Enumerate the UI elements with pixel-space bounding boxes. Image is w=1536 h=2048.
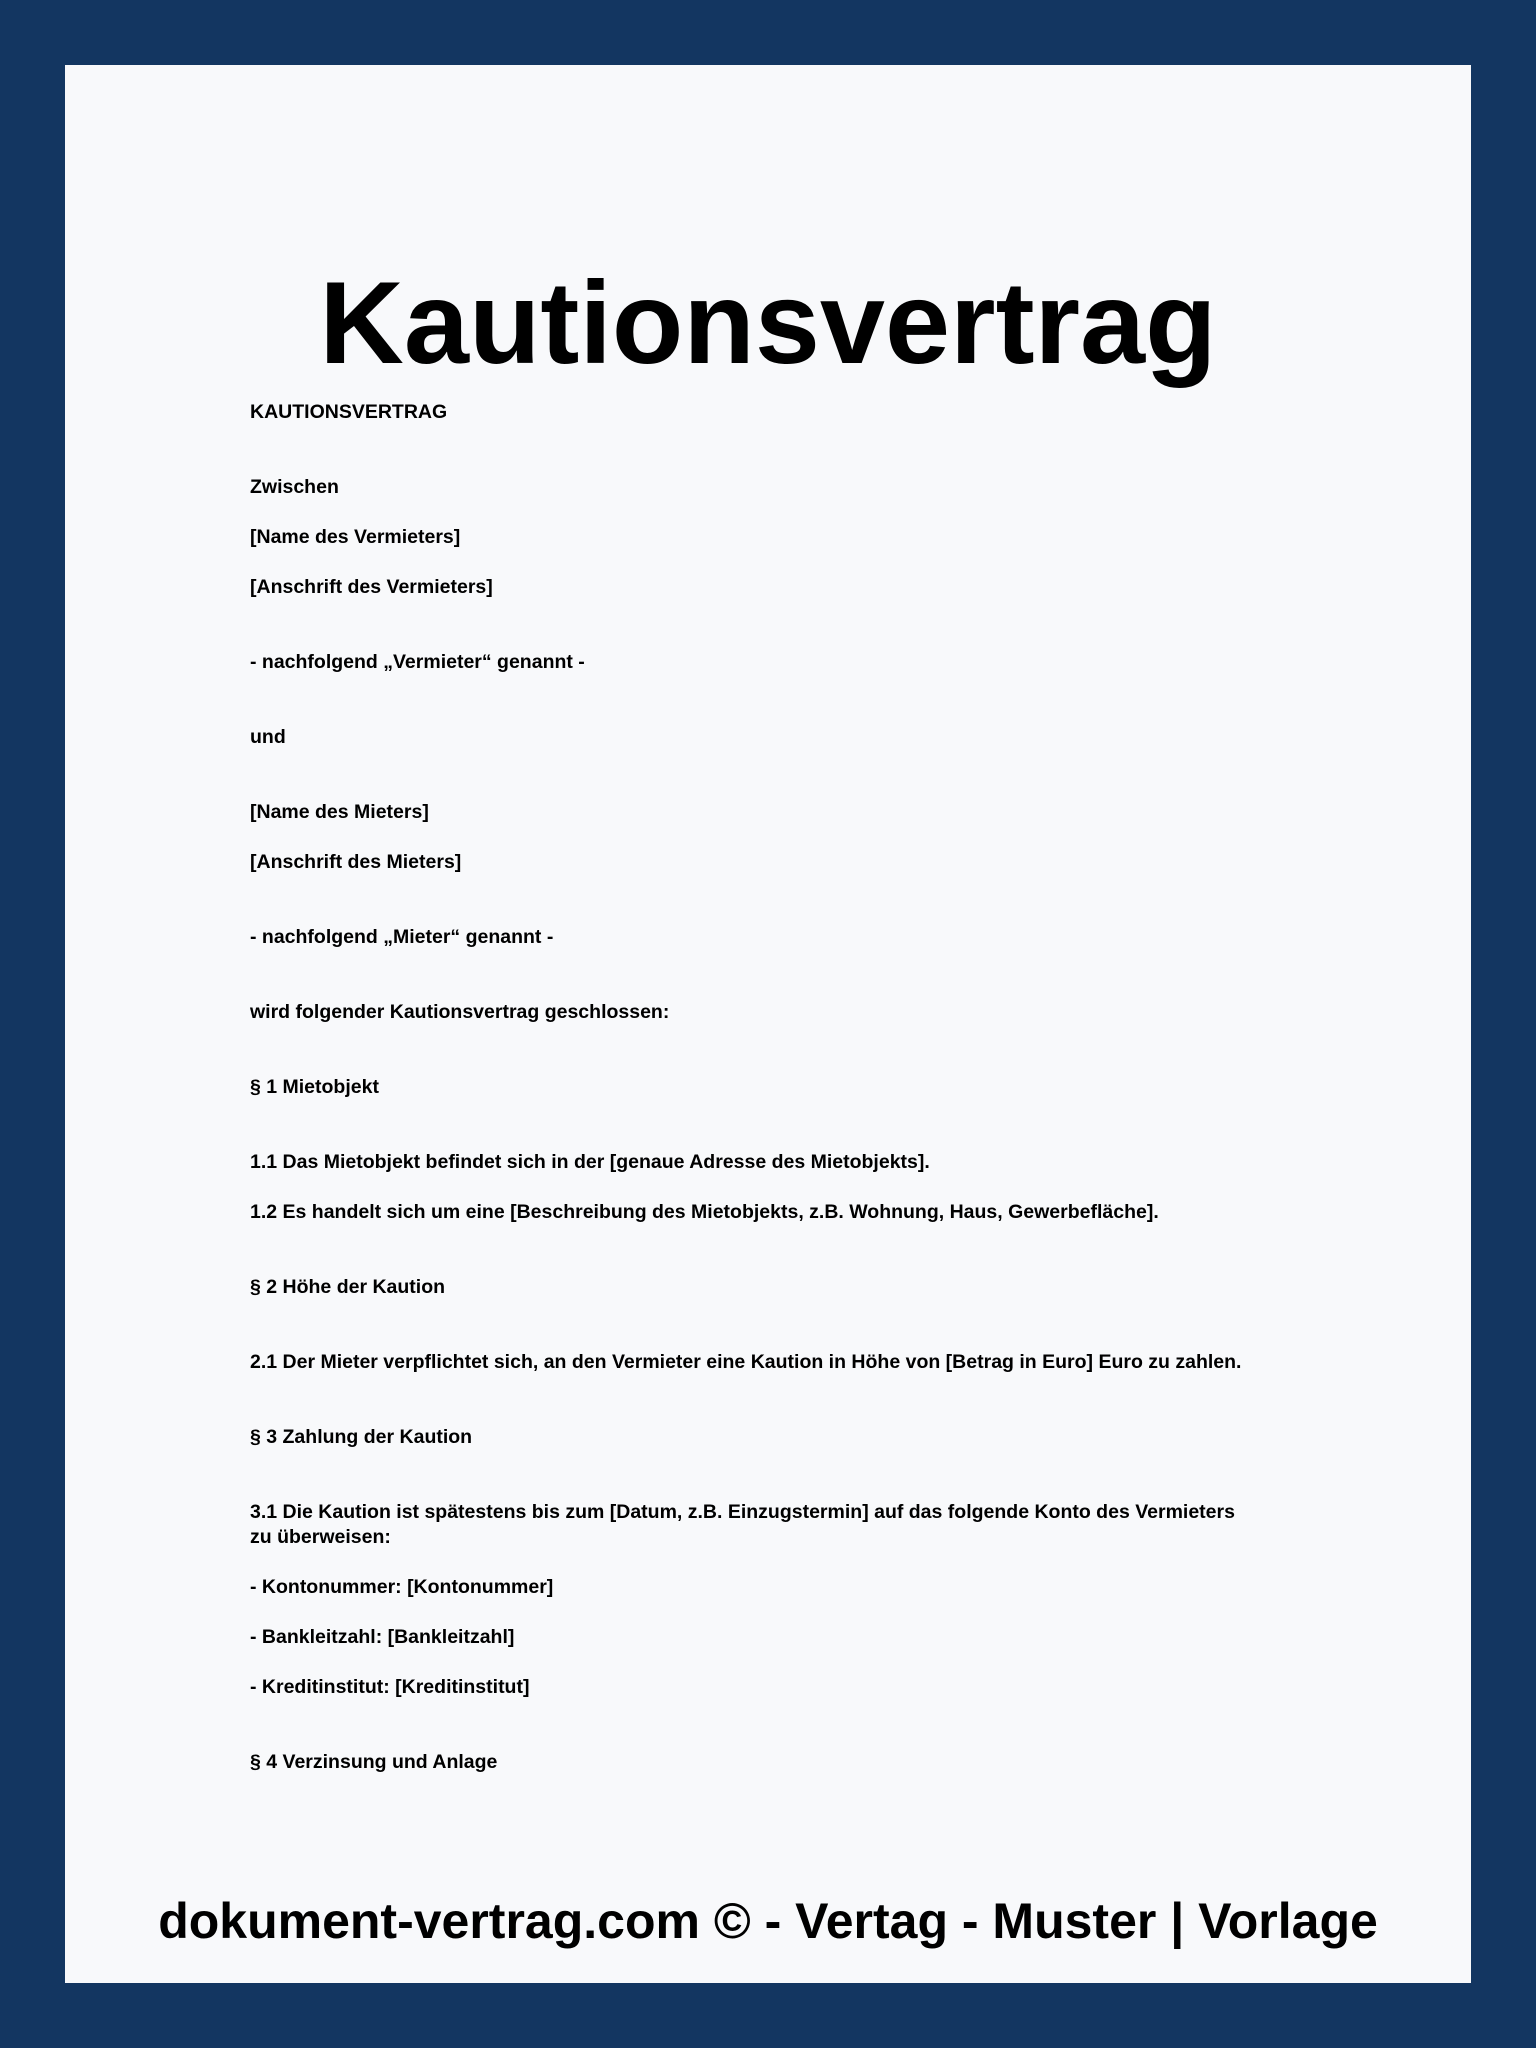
text-line-and: und [250, 726, 286, 748]
section-heading-4: § 4 Verzinsung und Anlage [250, 1751, 498, 1773]
text-line-landlord-address: [Anschrift des Vermieters] [250, 576, 493, 598]
text-line-tenant-address: [Anschrift des Mieters] [250, 851, 462, 873]
text-line-landlord-name: [Name des Vermieters] [250, 526, 461, 548]
footer-watermark: dokument-vertrag.com © - Vertag - Muster | Vorlage [158, 1893, 1378, 1949]
section-heading-2: § 2 Höhe der Kaution [250, 1276, 446, 1298]
text-line-between: Zwischen [250, 476, 339, 498]
document-page [65, 65, 1471, 1983]
clause-3-1: 3.1 Die Kaution ist spätestens bis zum [Datum, z.B. Einzugstermin] auf das folgende Konto des Vermieters zu überweisen: [250, 1501, 1235, 1548]
text-line-intro: wird folgender Kautionsvertrag geschlossen: [250, 1001, 670, 1023]
list-item-account-number: - Kontonummer: [Kontonummer] [250, 1576, 554, 1598]
clause-2-1: 2.1 Der Mieter verpflichtet sich, an den Vermieter eine Kaution in Höhe von [Betrag in Euro] Euro zu zahlen. [250, 1351, 1242, 1373]
contract-heading: KAUTIONSVERTRAG [250, 401, 448, 423]
clause-1-1: 1.1 Das Mietobjekt befindet sich in der [genaue Adresse des Mietobjekts]. [250, 1151, 930, 1173]
section-heading-3: § 3 Zahlung der Kaution [250, 1426, 473, 1448]
clause-1-2: 1.2 Es handelt sich um eine [Beschreibung des Mietobjekts, z.B. Wohnung, Haus, Gewerbefläche]. [250, 1201, 1159, 1223]
list-item-credit-institution: - Kreditinstitut: [Kreditinstitut] [250, 1676, 530, 1698]
text-line-tenant-alias: - nachfolgend „Mieter“ genannt - [250, 926, 554, 948]
list-item-bank-code: - Bankleitzahl: [Bankleitzahl] [250, 1626, 515, 1648]
text-line-landlord-alias: - nachfolgend „Vermieter“ genannt - [250, 651, 585, 673]
document-title: Kautionsvertrag [319, 257, 1217, 388]
text-line-tenant-name: [Name des Mieters] [250, 801, 429, 823]
section-heading-1: § 1 Mietobjekt [250, 1076, 379, 1098]
